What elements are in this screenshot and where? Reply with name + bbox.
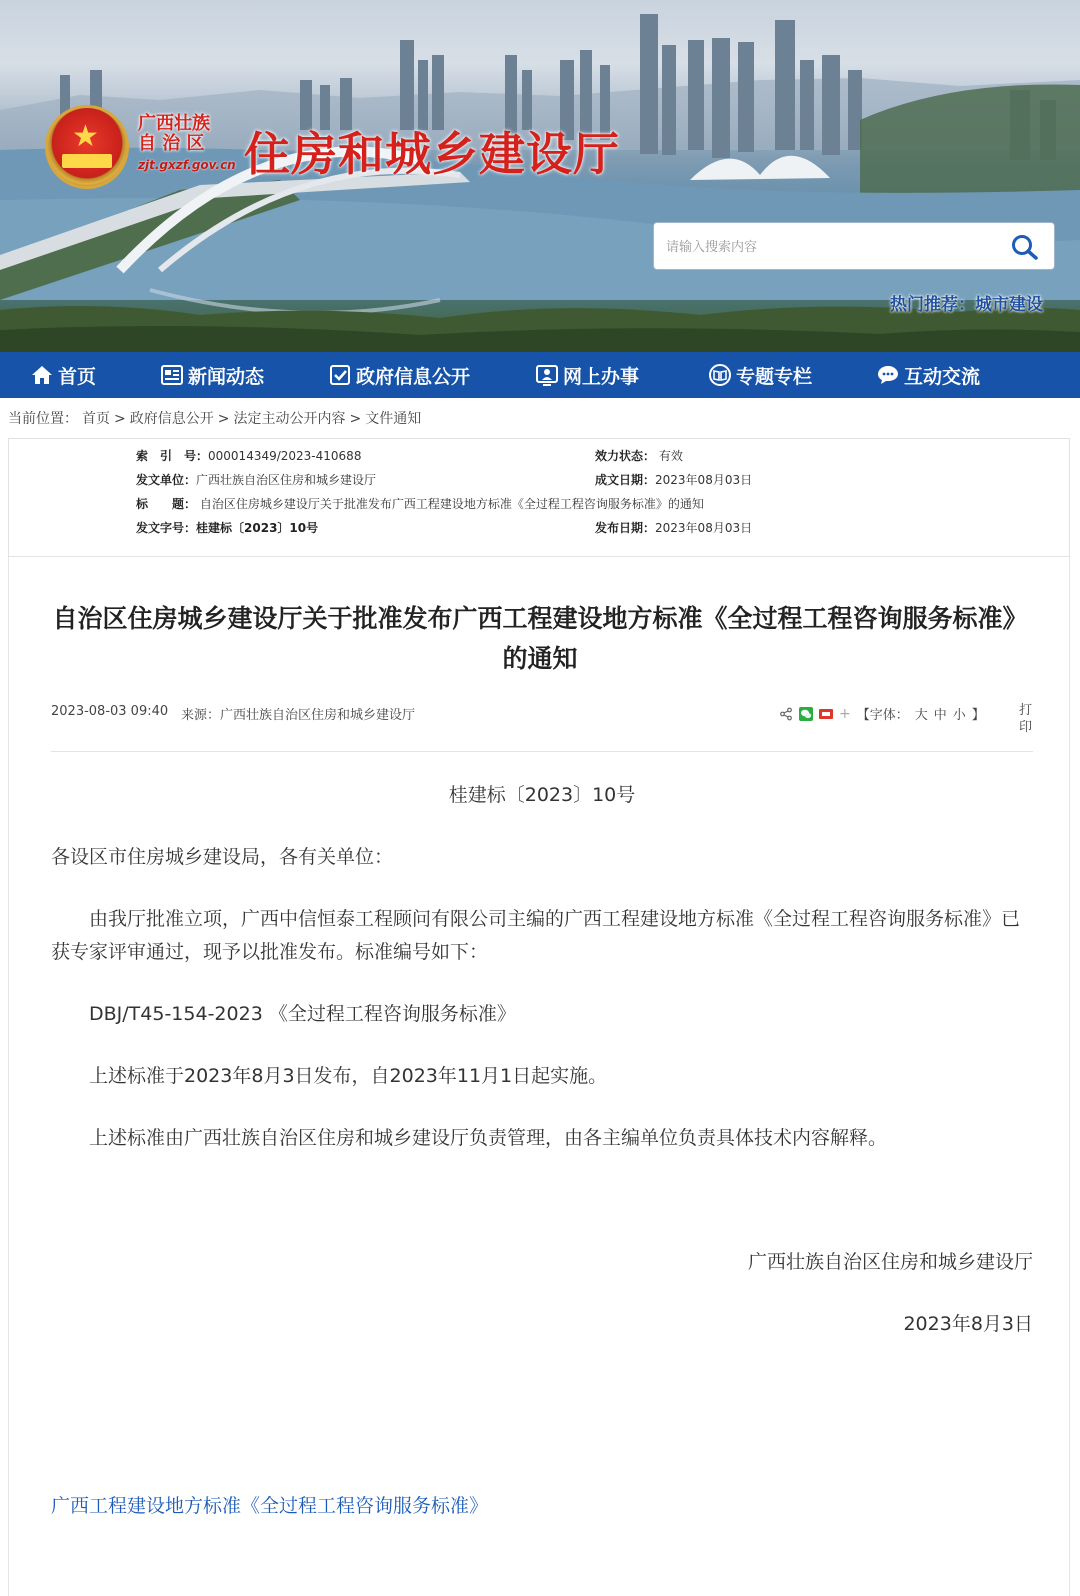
font-size-bracket-open: 【字体： [856, 708, 909, 723]
article [8, 557, 1070, 1596]
site-name[interactable]: 住房和城乡建设厅 [244, 127, 620, 181]
site-url: zjt.gxzf.gov.cn [138, 158, 236, 172]
search-button[interactable] [1010, 233, 1040, 261]
meta-title-value: 自治区住房城乡建设厅关于批准发布广西工程建设地方标准《全过程工程咨询服务标准》的通知 [199, 497, 704, 511]
meta-published [595, 519, 752, 536]
print-button[interactable]: 打印 [1019, 703, 1033, 735]
meta-issuer-label: 发文单位： [136, 473, 197, 487]
meta-created [595, 471, 752, 488]
signature: 广西壮族自治区住房和城乡建设厅 [747, 1251, 1033, 1273]
region-name: 广西壮族 自 治 区 [138, 113, 210, 154]
breadcrumb-separator: > [217, 411, 230, 427]
info-open-icon [328, 363, 352, 387]
meta-title-label: 标 题： [136, 497, 197, 511]
search-icon [1010, 233, 1040, 261]
meta-index [136, 447, 361, 464]
meta-status-value: 有效 [658, 449, 683, 463]
breadcrumb-item-notices[interactable]: 文件通知 [365, 411, 422, 427]
meta-title [136, 495, 704, 512]
article-source: 来源：广西壮族自治区住房和城乡建设厅 [181, 708, 416, 723]
nav-item-interaction[interactable] [876, 352, 980, 398]
main-nav [0, 352, 1080, 398]
breadcrumb-prefix: 当前位置： [8, 411, 78, 427]
breadcrumb-item-home[interactable]: 首页 [82, 411, 110, 427]
more-share-icon[interactable]: + [839, 705, 851, 722]
chat-icon [876, 363, 900, 387]
paragraph-approval: 由我厅批准立项，广西中信恒泰工程顾问有限公司主编的广西工程建设地方标准《全过程工程咨询服务标准》已获专家评审通过，现予以批准发布。标准编号如下： [51, 908, 1021, 963]
article-title: 自治区住房城乡建设厅关于批准发布广西工程建设地方标准《全过程工程咨询服务标准》的通知 [52, 604, 1028, 673]
news-icon [160, 363, 184, 387]
article-datetime: 2023-08-03 09:40 [51, 704, 169, 719]
article-tools [779, 704, 985, 723]
document-metadata [8, 438, 1070, 557]
standard-number: DBJ/T45-154-2023 《全过程工程咨询服务标准》 [89, 1003, 516, 1025]
font-size-medium[interactable]: 中 [933, 708, 947, 723]
meta-docno [136, 519, 318, 536]
meta-published-value: 2023年08月03日 [655, 521, 753, 535]
sign-date: 2023年8月3日 [903, 1313, 1033, 1335]
font-size-bracket-close: 】 [971, 708, 985, 723]
article-info-bar [51, 704, 1033, 740]
meta-created-label: 成文日期： [595, 473, 656, 487]
font-size-large[interactable]: 大 [914, 708, 928, 723]
meta-docno-label: 发文字号： [136, 521, 197, 535]
nav-label: 首页 [58, 365, 97, 388]
nav-label: 互动交流 [904, 365, 981, 388]
online-service-icon [535, 363, 559, 387]
nav-item-special-topics[interactable] [708, 352, 812, 398]
meta-created-value: 2023年08月03日 [655, 473, 753, 487]
book-icon [708, 363, 732, 387]
meta-issuer [136, 471, 376, 488]
nav-label: 网上办事 [563, 365, 640, 388]
nav-item-online-service[interactable] [535, 352, 639, 398]
meta-published-label: 发布日期： [595, 521, 656, 535]
nav-label: 专题专栏 [736, 365, 813, 388]
search-box [653, 222, 1055, 270]
nav-item-home[interactable] [30, 352, 96, 398]
salutation: 各设区市住房城乡建设局，各有关单位： [51, 846, 394, 868]
wechat-icon[interactable] [799, 707, 813, 721]
breadcrumb-separator: > [114, 411, 126, 427]
breadcrumb-item-info-open[interactable]: 政府信息公开 [129, 411, 214, 427]
search-input[interactable] [664, 235, 988, 259]
paragraph-effective-date: 上述标准于2023年8月3日发布，自2023年11月1日起实施。 [89, 1065, 608, 1087]
nav-label: 新闻动态 [188, 365, 265, 388]
meta-status [595, 447, 683, 464]
attachment-link[interactable]: 广西工程建设地方标准《全过程工程咨询服务标准》 [51, 1495, 489, 1517]
meta-index-label: 索 引 号： [136, 449, 209, 463]
breadcrumb [8, 408, 425, 428]
meta-docno-value: 桂建标〔2023〕10号 [196, 521, 319, 535]
nav-label: 政府信息公开 [356, 365, 471, 388]
weibo-icon[interactable] [819, 707, 833, 721]
font-size-small[interactable]: 小 [952, 708, 966, 723]
meta-index-value: 000014349/2023-410688 [208, 449, 362, 463]
hot-recommend[interactable]: 热门推荐：城市建设 [890, 295, 1043, 315]
national-emblem-icon: ★ [48, 108, 126, 186]
home-icon [30, 363, 54, 387]
meta-issuer-value: 广西壮族自治区住房和城乡建设厅 [196, 473, 377, 487]
breadcrumb-item-statutory[interactable]: 法定主动公开内容 [233, 411, 346, 427]
meta-status-label: 效力状态： [595, 449, 656, 463]
header-banner [0, 0, 1080, 352]
paragraph-management: 上述标准由广西壮族自治区住房和城乡建设厅负责管理，由各主编单位负责具体技术内容解释。 [89, 1127, 888, 1149]
document-number: 桂建标〔2023〕10号 [448, 784, 636, 806]
nav-item-news[interactable] [160, 352, 264, 398]
nav-item-info-open[interactable] [328, 352, 470, 398]
divider [51, 751, 1033, 752]
share-icon[interactable] [779, 707, 793, 721]
breadcrumb-separator: > [349, 411, 362, 427]
